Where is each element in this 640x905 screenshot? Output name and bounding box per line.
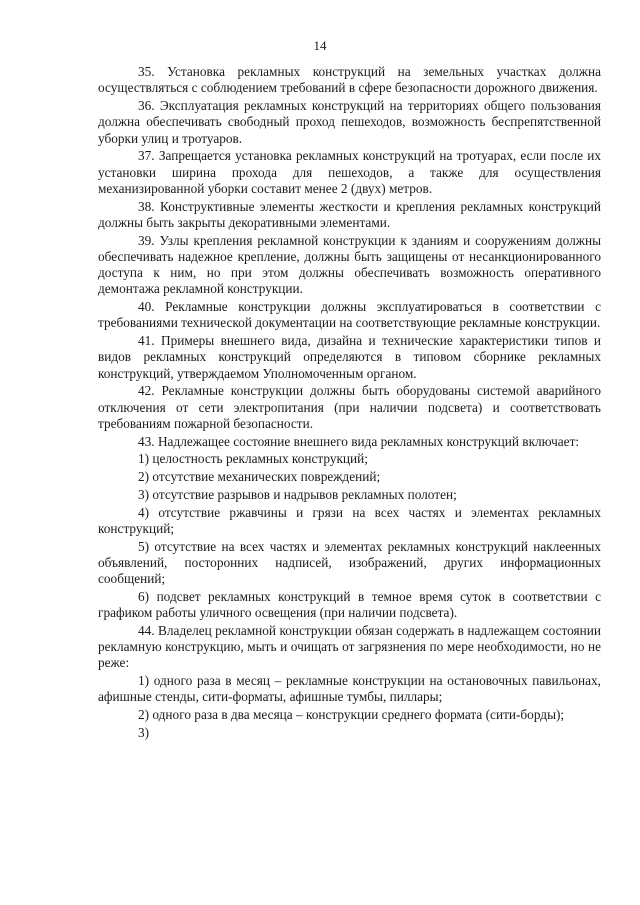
paragraph-44: 44. Владелец рекламной конструкции обязан содержать в надлежащем состоянии рекламную конструкцию, мыть и очищать от загрязнения по мере необходимости, но не реже:	[98, 622, 601, 671]
paragraph-35: 35. Установка рекламных конструкций на земельных участках должна осуществляться с соблюдением требований в сфере безопасности дорожного движения.	[98, 64, 601, 96]
list-item-43-5: 5) отсутствие на всех частях и элементах рекламных конструкций наклеенных объявлений, посторонних надписей, изображений, других информационных сообщений;	[98, 538, 601, 586]
page-number: 14	[313, 38, 327, 53]
list-item-44-3: 3)	[138, 724, 150, 740]
paragraph-40: 40. Рекламные конструкции должны эксплуатироваться в соответствии с требованиями технической документации на соответствующие рекламные конструкции.	[98, 299, 601, 331]
paragraph-36: 36. Эксплуатация рекламных конструкций на территориях общего пользования должна обеспечивать свободный проход пешеходов, возможность беспрепятственной уборки улиц и тротуаров.	[98, 98, 601, 146]
list-item-43-4: 4) отсутствие ржавчины и грязи на всех частях и элементах рекламных конструкций;	[98, 504, 601, 536]
paragraph-37: 37. Запрещается установка рекламных конструкций на тротуарах, если после их установки ширина прохода для пешеходов, а также для осуществления механизированной уборки составит менее 2 (двух) метров.	[98, 148, 601, 196]
paragraph-41: 41. Примеры внешнего вида, дизайна и технические характеристики типов и видов рекламных конструкций определяются в типовом сборнике рекламных конструкций, утверждаемом Уполномоченным органом.	[98, 333, 601, 381]
list-item-44-2: 2) одного раза в два месяца – конструкции среднего формата (сити-борды);	[138, 707, 565, 722]
list-item-43-6: 6) подсвет рекламных конструкций в темное время суток в соответствии с графиком работы уличного освещения (при наличии подсвета).	[98, 588, 601, 620]
document-body	[98, 64, 601, 743]
list-item-43-1: 1) целостность рекламных конструкций;	[138, 451, 368, 467]
paragraph-38: 38. Конструктивные элементы жесткости и крепления рекламных конструкций должны быть закрыты декоративными элементами.	[98, 198, 601, 230]
paragraph-43: 43. Надлежащее состояние внешнего вида рекламных конструкций включает:	[138, 433, 580, 449]
list-item-43-2: 2) отсутствие механических повреждений;	[138, 469, 381, 484]
paragraph-39: 39. Узлы крепления рекламной конструкции к зданиям и сооружениям должны обеспечивать надежное крепление, должны быть защищены от несанкционированного доступа к ним, но при этом должны обеспечивать возможность оперативного демонтажа рекламной конструкции.	[98, 232, 601, 297]
list-item-44-1: 1) одного раза в месяц – рекламные конструкции на остановочных павильонах, афишные стенды, сити-форматы, афишные тумбы, пиллары;	[98, 673, 601, 705]
list-item-43-3: 3) отсутствие разрывов и надрывов рекламных полотен;	[138, 486, 457, 502]
paragraph-42: 42. Рекламные конструкции должны быть оборудованы системой аварийного отключения от сети электропитания (при наличии подсвета) и соответствовать требованиям пожарной безопасности.	[98, 383, 601, 431]
